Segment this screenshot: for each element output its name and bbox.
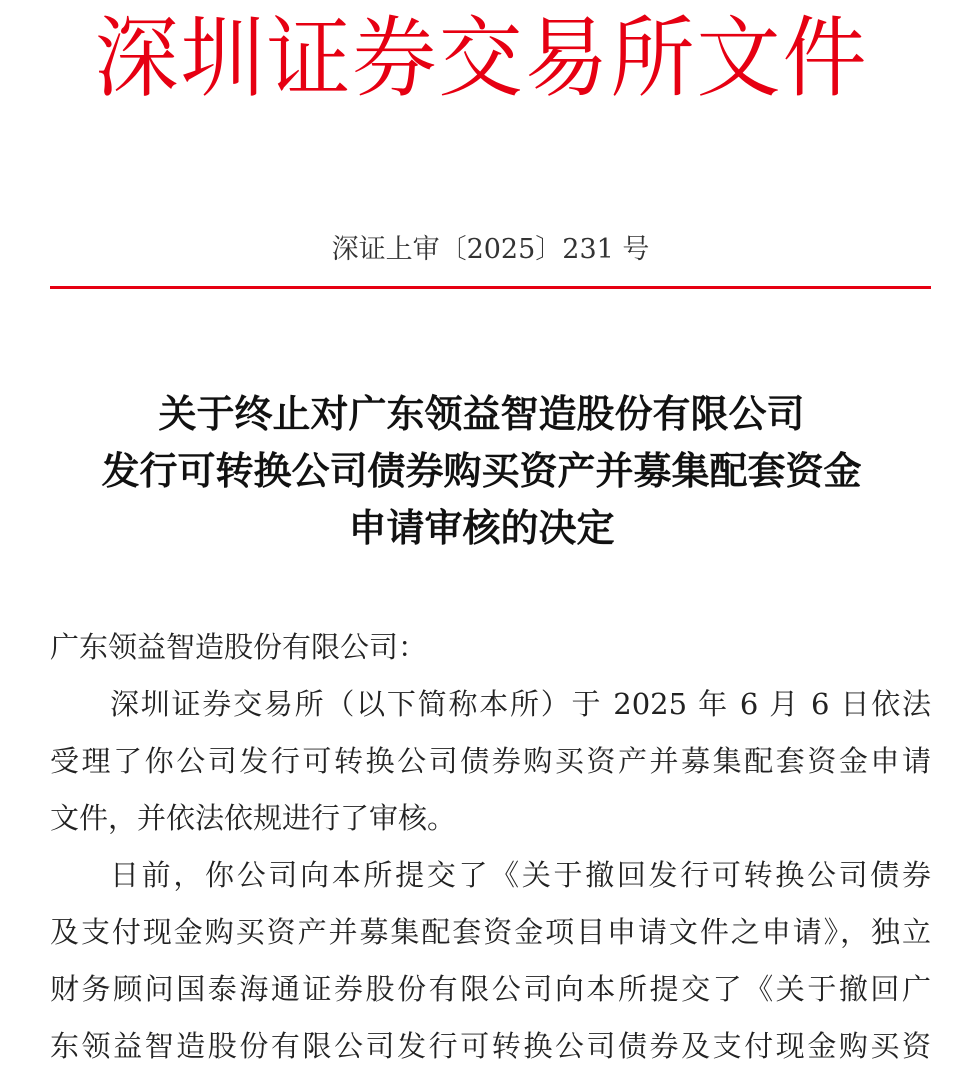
title-line-3: 申请审核的决定 — [348, 506, 615, 550]
body-line-2: 受理了你公司发行可转换公司债券购买资产并募集配套资金申请 — [50, 744, 931, 778]
document-number: 深证上审〔2025〕231 号 — [331, 234, 650, 265]
title-line-2: 发行可转换公司债券购买资产并募集配套资金 — [101, 449, 862, 493]
issuer-masthead: 深圳证券交易所文件 — [94, 6, 869, 110]
addressee: 广东领益智造股份有限公司： — [50, 630, 428, 664]
red-divider-line — [50, 286, 931, 289]
body-line-6: 财务顾问国泰海通证券股份有限公司向本所提交了《关于撤回广 — [50, 972, 931, 1006]
body-line-1: 深圳证券交易所（以下简称本所）于 2025 年 6 月 6 日依法 — [110, 687, 931, 721]
decision-body — [50, 619, 931, 1075]
decision-title — [0, 386, 963, 557]
title-line-1: 关于终止对广东领益智造股份有限公司 — [158, 392, 805, 436]
body-line-3: 文件，并依法依规进行了审核。 — [50, 801, 457, 835]
body-line-7: 东领益智造股份有限公司发行可转换公司债券及支付现金购买资 — [50, 1029, 931, 1063]
body-line-4: 日前，你公司向本所提交了《关于撤回发行可转换公司债券 — [110, 858, 931, 892]
body-line-5: 及支付现金购买资产并募集配套资金项目申请文件之申请》，独立 — [50, 915, 931, 949]
